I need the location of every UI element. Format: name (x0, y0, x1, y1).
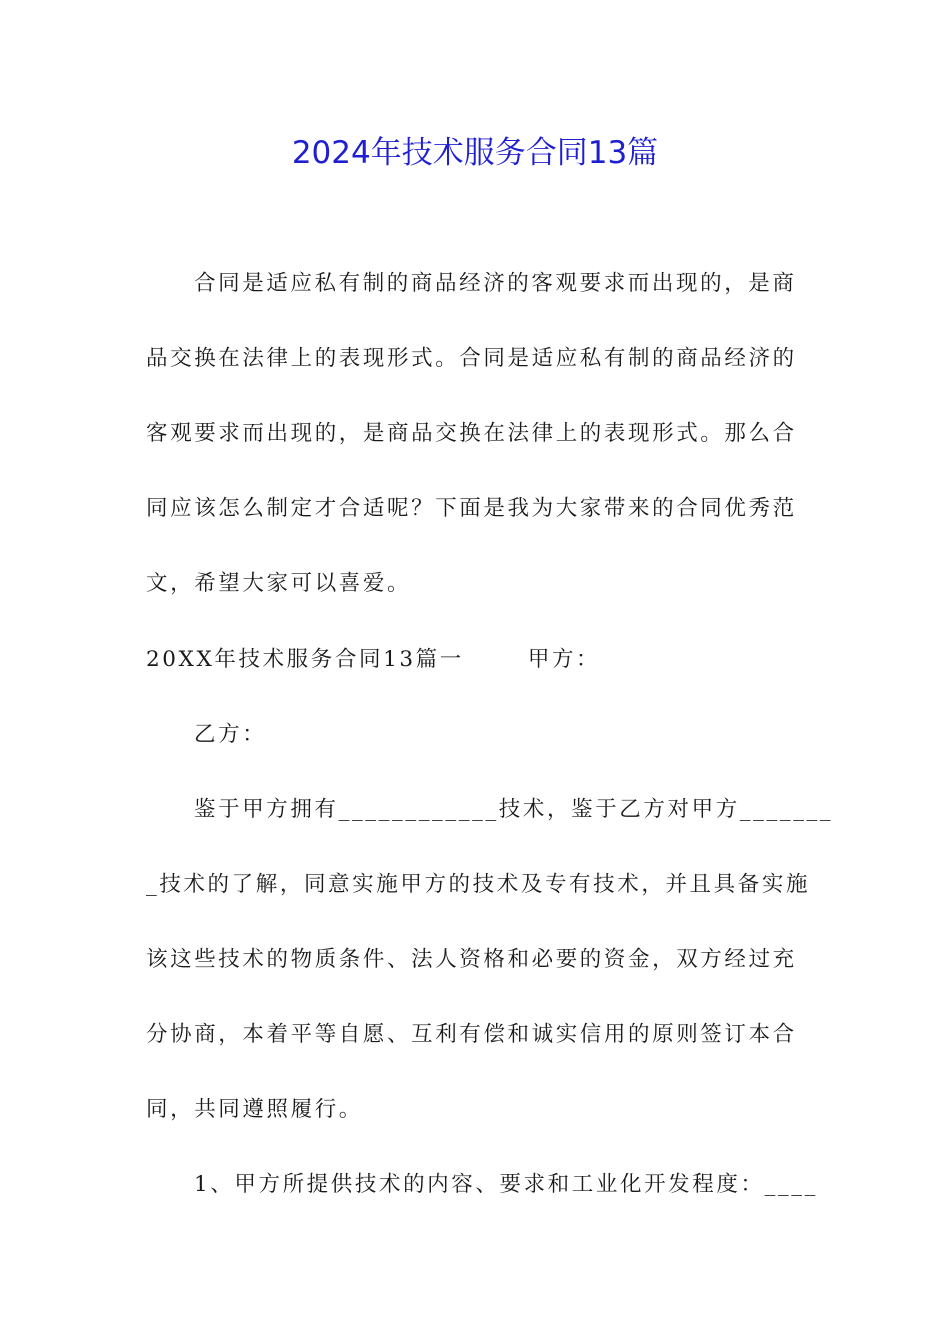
section-heading: 20XX年技术服务合同13篇一 (146, 647, 464, 672)
intro-line-4: 同应该怎么制定才合适呢？下面是我为大家带来的合同优秀范 (146, 496, 797, 521)
recital-line-4: 分协商，本着平等自愿、互利有偿和诚实信用的原则签订本合 (146, 1022, 797, 1047)
intro-line-5: 文，希望大家可以喜爱。 (146, 571, 412, 596)
intro-line-3: 客观要求而出现的，是商品交换在法律上的表现形式。那么合 (146, 421, 797, 446)
intro-line-1: 合同是适应私有制的商品经济的客观要求而出现的，是商 (194, 271, 797, 296)
party-b-label: 乙方： (194, 722, 267, 747)
section-heading-row (146, 643, 816, 677)
clause-1: 1、甲方所提供技术的内容、要求和工业化开发程度：____ (194, 1172, 818, 1197)
party-a-label: 甲方： (527, 647, 601, 672)
intro-line-2: 品交换在法律上的表现形式。合同是适应私有制的商品经济的 (146, 346, 797, 371)
recital-line-3: 该这些技术的物质条件、法人资格和必要的资金，双方经过充 (146, 947, 797, 972)
document-title: 2024年技术服务合同13篇 (291, 135, 659, 171)
recital-line-1: 鉴于甲方拥有____________技术，鉴于乙方对甲方_______ (194, 797, 834, 822)
recital-line-2: _技术的了解，同意实施甲方的技术及专有技术，并且具备实施 (146, 872, 811, 897)
recital-line-5: 同，共同遵照履行。 (146, 1097, 363, 1122)
